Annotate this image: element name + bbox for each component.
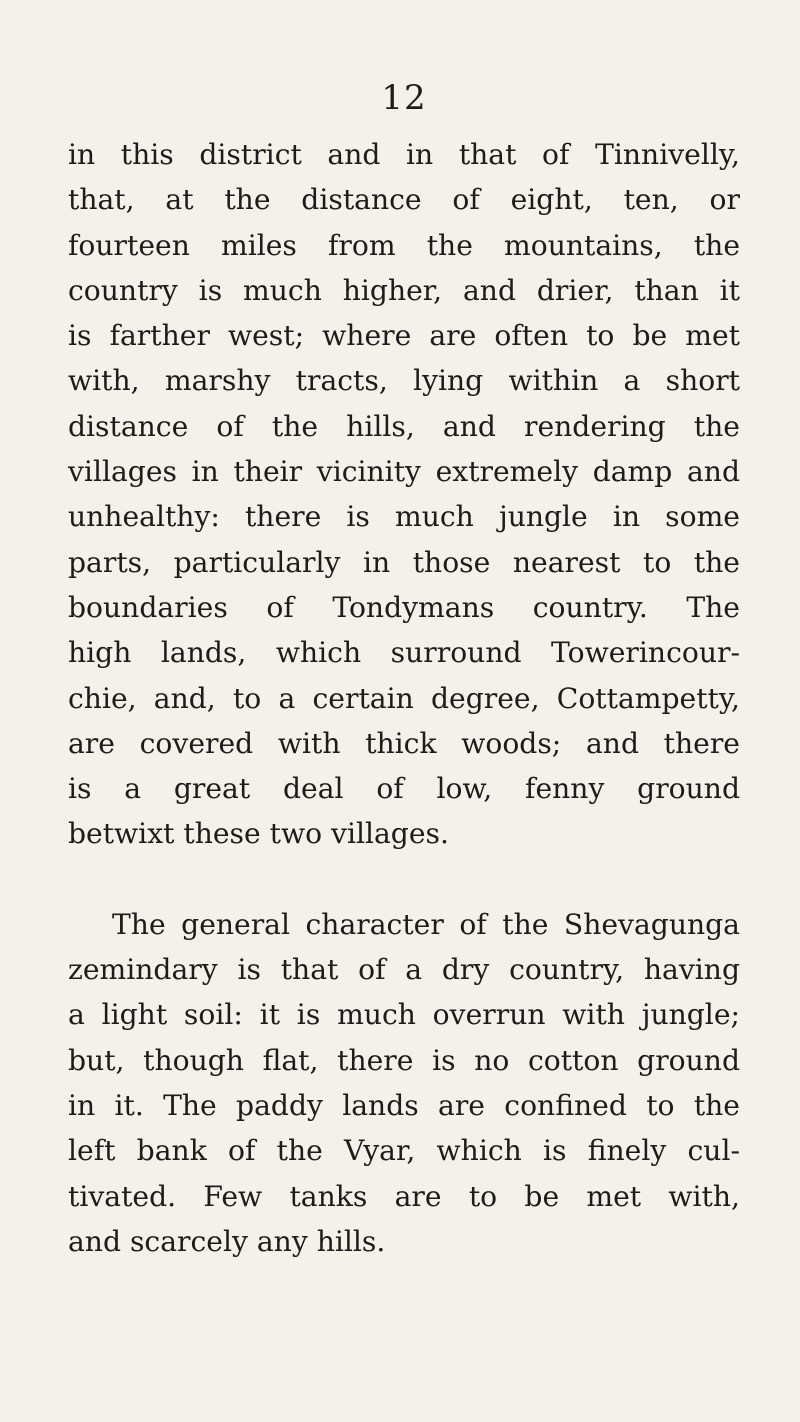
page-number: 12	[381, 78, 427, 118]
text-line: and scarcely any hills.	[68, 1224, 386, 1258]
text-line: but, though flat, there is no cotton ground	[68, 1043, 740, 1077]
paragraph-spacer	[68, 857, 740, 902]
text-line: parts, particularly in those nearest to the	[68, 545, 740, 579]
text-line: is farther west; where are often to be met	[68, 319, 740, 353]
text-line: zemindary is that of a dry country, having	[68, 953, 740, 987]
text-line: with, marshy tracts, lying within a short	[68, 364, 740, 398]
text-line: chie, and, to a certain degree, Cottampetty,	[68, 681, 740, 715]
text-line: that, at the distance of eight, ten, or	[68, 183, 740, 217]
text-line: distance of the hills, and rendering the	[68, 409, 740, 443]
paragraph-2	[68, 902, 740, 1264]
text-line: in this district and in that of Tinnivelly,	[68, 138, 740, 171]
text-line: left bank of the Vyar, which is finely cul-	[68, 1134, 740, 1168]
text-line: is a great deal of low, fenny ground	[68, 772, 740, 806]
text-line: boundaries of Tondymans country. The	[68, 590, 740, 624]
text-line: are covered with thick woods; and there	[68, 726, 740, 760]
text-line: villages in their vicinity extremely damp and	[68, 455, 740, 489]
text-line: tivated. Few tanks are to be met with,	[68, 1179, 740, 1213]
text-line: country is much higher, and drier, than it	[68, 273, 740, 307]
paragraph-1	[68, 132, 740, 857]
text-line: high lands, which surround Towerincour-	[68, 636, 740, 670]
text-line: a light soil: it is much overrun with jungle;	[68, 998, 740, 1032]
text-line: fourteen miles from the mountains, the	[68, 228, 740, 262]
text-line: betwixt these two villages.	[68, 817, 449, 851]
text-line: The general character of the Shevagunga	[112, 907, 740, 941]
text-line: unhealthy: there is much jungle in some	[68, 500, 740, 534]
text-line: in it. The paddy lands are confined to the	[68, 1088, 740, 1122]
